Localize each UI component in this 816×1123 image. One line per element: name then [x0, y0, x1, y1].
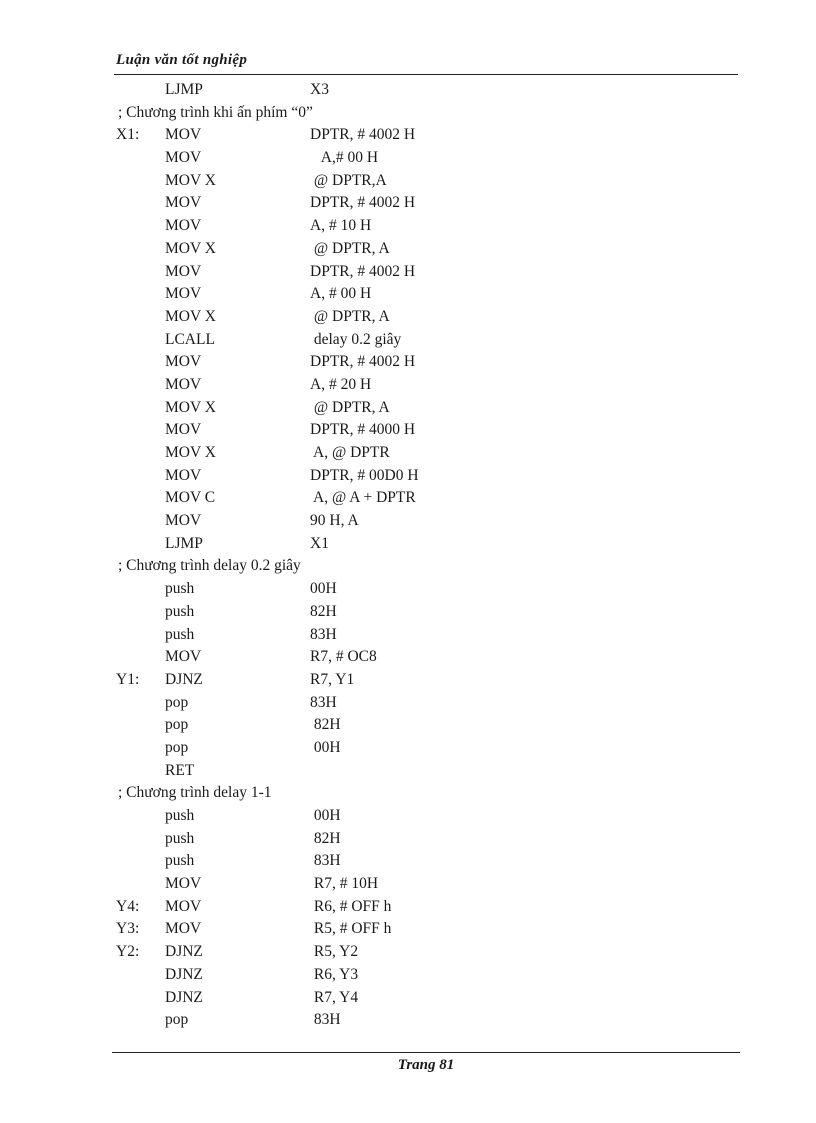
- operands: X3: [310, 81, 329, 98]
- instruction: push: [165, 807, 195, 824]
- code-line: [0, 170, 816, 193]
- instruction: LJMP: [165, 534, 203, 552]
- instruction: DJNZ: [165, 965, 203, 983]
- instruction: MOV: [165, 466, 202, 484]
- instruction: RET: [165, 761, 195, 779]
- operands: R5, # OFF h: [310, 920, 392, 938]
- instruction: MOV: [165, 375, 202, 393]
- code-line: [0, 351, 816, 374]
- instruction: MOV: [165, 194, 202, 212]
- instruction: MOV: [165, 920, 202, 938]
- code-line: [0, 624, 816, 647]
- instruction: MOV C: [165, 489, 216, 507]
- code-line: [0, 737, 816, 760]
- code-line: [0, 828, 816, 851]
- code-line: [0, 578, 816, 601]
- code-line: [0, 964, 816, 987]
- instruction: MOV X: [165, 171, 216, 189]
- operands: A, @ A + DPTR: [310, 489, 416, 507]
- instruction: DJNZ: [165, 988, 203, 1006]
- page-number: Trang 81: [397, 1057, 455, 1073]
- code-line: [0, 147, 816, 170]
- operands: 82H: [310, 602, 337, 620]
- code-line: [0, 397, 816, 420]
- instruction: MOV: [165, 285, 202, 303]
- operands: 00H: [310, 580, 337, 598]
- code-line: [0, 374, 816, 397]
- code-listing: [0, 79, 816, 1032]
- operands: X1: [310, 534, 329, 552]
- instruction: DJNZ: [165, 943, 203, 961]
- code-line: [0, 714, 816, 737]
- code-line: [0, 692, 816, 715]
- code-line: [0, 1009, 816, 1032]
- code-line: [0, 941, 816, 964]
- instruction: MOV X: [165, 398, 216, 416]
- instruction: MOV: [165, 126, 202, 144]
- code-line: [0, 510, 816, 533]
- operands: 83H: [310, 693, 337, 711]
- instruction: LJMP: [165, 81, 203, 98]
- code-line: [0, 601, 816, 624]
- code-line: [0, 465, 816, 488]
- code-line: [0, 850, 816, 873]
- instruction: push: [165, 829, 195, 847]
- code-line: [0, 329, 816, 352]
- operands: A, # 10 H: [310, 217, 372, 235]
- instruction: MOV: [165, 217, 202, 235]
- instruction: LCALL: [165, 330, 215, 348]
- instruction: MOV: [165, 648, 202, 666]
- operands: DPTR, # 4002 H: [310, 126, 416, 144]
- operands: R5, Y2: [310, 943, 359, 961]
- instruction: push: [165, 580, 195, 598]
- code-line: [0, 261, 816, 284]
- line-label: X1:: [116, 126, 140, 144]
- code-line: [0, 238, 816, 261]
- instruction: pop: [165, 738, 189, 756]
- instruction: MOV X: [165, 239, 216, 257]
- instruction: MOV: [165, 421, 202, 439]
- code-line: [0, 669, 816, 692]
- line-label: Y2:: [116, 943, 140, 961]
- instruction: push: [165, 602, 195, 620]
- code-line: [0, 760, 816, 783]
- line-label: Y1:: [116, 670, 140, 688]
- code-line: [0, 805, 816, 828]
- comment-line: [0, 555, 816, 578]
- operands: @ DPTR, A: [310, 307, 390, 325]
- operands: 83H: [310, 852, 341, 870]
- operands: 00H: [310, 738, 341, 756]
- operands: R6, Y3: [310, 965, 359, 983]
- header-title: Luận văn tốt nghiệp: [116, 52, 248, 68]
- instruction: MOV: [165, 897, 202, 915]
- instruction: push: [165, 852, 195, 870]
- code-line: [0, 79, 816, 102]
- instruction: MOV: [165, 875, 202, 893]
- instruction: DJNZ: [165, 670, 203, 688]
- operands: R6, # OFF h: [310, 897, 392, 915]
- code-line: [0, 442, 816, 465]
- code-line: [0, 215, 816, 238]
- operands: delay 0.2 giây: [310, 330, 402, 348]
- code-line: [0, 646, 816, 669]
- code-line: [0, 918, 816, 941]
- code-line: [0, 306, 816, 329]
- operands: 00H: [310, 807, 341, 824]
- code-line: [0, 533, 816, 556]
- instruction: MOV: [165, 149, 202, 167]
- instruction: MOV: [165, 353, 202, 371]
- code-line: [0, 419, 816, 442]
- operands: DPTR, # 00D0 H: [310, 466, 419, 484]
- operands: A, @ DPTR: [310, 444, 390, 461]
- operands: DPTR, # 4002 H: [310, 353, 416, 371]
- operands: DPTR, # 4002 H: [310, 194, 416, 212]
- operands: R7, Y4: [310, 988, 359, 1006]
- operands: 83H: [310, 1011, 341, 1029]
- comment-text: ; Chương trình khi ấn phím “0”: [118, 103, 313, 121]
- operands: A, # 00 H: [310, 285, 372, 303]
- instruction: pop: [165, 1011, 189, 1029]
- operands: @ DPTR, A: [310, 239, 390, 257]
- operands: 82H: [310, 829, 341, 847]
- operands: A,# 00 H: [310, 149, 379, 167]
- instruction: pop: [165, 693, 189, 711]
- comment-text: ; Chương trình delay 1-1: [118, 784, 272, 802]
- operands: @ DPTR, A: [310, 398, 390, 416]
- instruction: MOV: [165, 262, 202, 280]
- code-line: [0, 896, 816, 919]
- operands: R7, Y1: [310, 670, 355, 688]
- comment-text: ; Chương trình delay 0.2 giây: [118, 557, 301, 575]
- instruction: push: [165, 625, 195, 643]
- line-label: Y4:: [116, 897, 140, 915]
- code-line: [0, 487, 816, 510]
- operands: 82H: [310, 716, 341, 734]
- operands: @ DPTR,A: [310, 171, 387, 189]
- line-label: Y3:: [116, 920, 140, 938]
- comment-line: [0, 102, 816, 125]
- operands: A, # 20 H: [310, 375, 372, 393]
- operands: 83H: [310, 625, 337, 643]
- operands: R7, # 10H: [310, 875, 379, 893]
- code-line: [0, 873, 816, 896]
- comment-line: [0, 782, 816, 805]
- code-line: [0, 124, 816, 147]
- instruction: pop: [165, 716, 189, 734]
- instruction: MOV X: [165, 444, 216, 461]
- operands: DPTR, # 4000 H: [310, 421, 416, 439]
- code-line: [0, 283, 816, 306]
- operands: R7, # OC8: [310, 648, 377, 666]
- instruction: MOV: [165, 512, 202, 530]
- page-header: [114, 50, 738, 75]
- operands: DPTR, # 4002 H: [310, 262, 416, 280]
- code-line: [0, 987, 816, 1010]
- operands: 90 H, A: [310, 512, 359, 530]
- code-line: [0, 192, 816, 215]
- instruction: MOV X: [165, 307, 216, 325]
- page-footer: [112, 1052, 740, 1083]
